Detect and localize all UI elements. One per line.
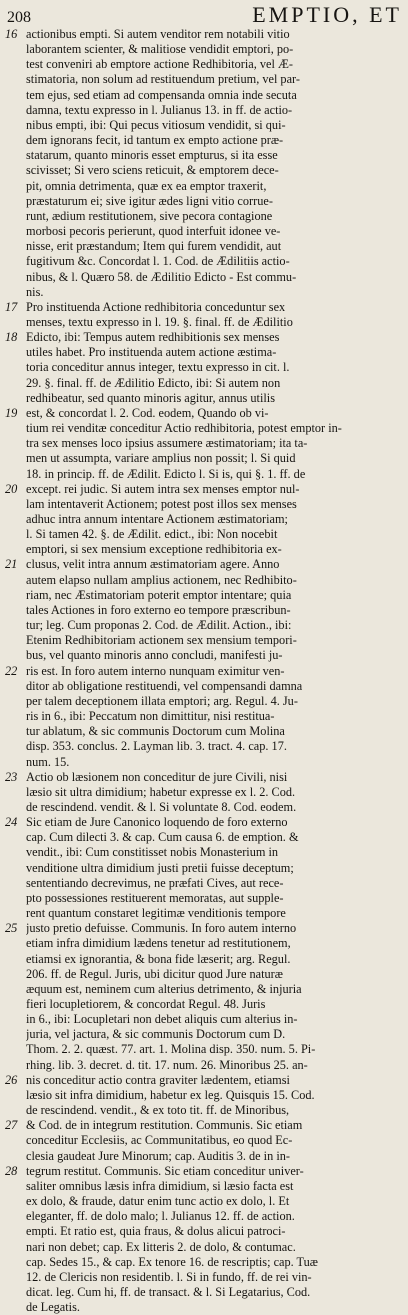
line-text: nisse, erit præstandum; Item qui furem vendidit, aut — [26, 239, 282, 254]
line-text: pto possessiones restituerent memoratas, aut supple- — [26, 890, 284, 905]
line-text: etiamsi ex ignorantia, & bona fide læserit; arg. Regul. — [26, 951, 291, 966]
line-text: clusus, velit intra annum æstimatoriam agere. Anno — [26, 557, 280, 572]
line-text: rent quantum constaret legitimæ venditionis tempore — [26, 906, 286, 921]
text-line: 28 tegrum restitut. Communis. Sic etiam conceditur univer- — [5, 1163, 304, 1178]
line-text: menses, textu expresso in l. 19. §. final. ff. de Ædilitio — [26, 314, 293, 329]
line-text: clesia gaudeat Jure Minorum; cap. Auditis 3. de in in- — [26, 1148, 290, 1163]
line-text: ex dolo, & fraude, datur enim tunc actio ex dolo, l. Et — [26, 1194, 290, 1209]
text-line — [26, 1285, 402, 1300]
text-line — [26, 224, 402, 239]
running-title: EMPTIO, ET — [252, 2, 402, 27]
paragraph — [4, 300, 402, 770]
line-text: adhuc intra annum intentare Actionem æstimatoriam; — [26, 512, 288, 526]
line-text: & Cod. de in integrum restitution. Communis. Sic etiam — [26, 1118, 303, 1133]
text-line — [26, 270, 402, 285]
line-text: justo pretio defuisse. Communis. In foro autem interno — [26, 921, 297, 936]
line-text: eleganter, ff. de dolo malo; l. Julianus 12. ff. de action. — [26, 1209, 295, 1224]
text-line — [26, 57, 402, 72]
text-line — [26, 42, 402, 57]
line-text: Thom. 2. 2. quæst. 77. art. 1. Molina disp. 350. num. 5. Pi- — [26, 1042, 316, 1057]
text-line — [26, 1012, 402, 1027]
text-line — [26, 952, 402, 967]
line-text: ris in 6., ibi: Peccatum non dimittitur, nisi restitua- — [26, 709, 275, 724]
text-line: 18 Edicto, ibi: Tempus autem redhibitionis sex menses — [5, 330, 280, 345]
text-line — [26, 861, 402, 876]
line-text: de Legatis. — [26, 1300, 80, 1315]
line-text: cap. Cum dilecti 3. & cap. Cum causa 6. de emption. & — [26, 830, 299, 845]
text-line: 17 Pro instituenda Actione redhibitoria conceduntur sex — [5, 299, 286, 314]
line-text: fieri locupletiorem, & concordat Regul. 48. Juris — [26, 997, 266, 1011]
line-text: autem elapso nullam amplius actionem, nec Redhibito- — [26, 572, 297, 587]
text-line — [26, 103, 402, 118]
text-line — [26, 1270, 402, 1285]
text-line — [26, 967, 402, 982]
line-text: nibus, & l. Quæro 58. de Ædilitio Edicto - Est commu- — [26, 269, 297, 284]
text-line — [26, 436, 402, 451]
line-text: laborantem scienter, & malitiose vendidit emptori, po- — [26, 42, 294, 57]
text-line — [26, 391, 402, 406]
text-line — [26, 72, 402, 87]
line-text: disp. 353. conclus. 2. Layman lib. 3. tract. 4. cap. 17. — [26, 739, 287, 754]
text-line — [26, 694, 402, 709]
text-line — [26, 1042, 402, 1057]
page-body — [4, 27, 402, 1315]
line-text: runt, ædium restitutionem, sive pecora contagione — [26, 208, 273, 223]
line-text: in 6., ibi: Locupletari non debet aliquis cum alterius in- — [26, 1012, 298, 1027]
line-text: læsio sit infra dimidium, habetur ex leg. Quisquis 15. Cod. — [26, 1087, 315, 1102]
line-text: Etenim Redhibitoriam actionem sex mensium tempori- — [26, 633, 297, 648]
line-text: actionibus empti. Si autem venditor rem notabili vitio — [26, 27, 290, 41]
line-text: except. rei judic. Si autem intra sex menses emptor nul- — [26, 481, 300, 496]
line-text: tium rei venditæ conceditur Actio redhibitoria, potest emptor in- — [26, 421, 342, 436]
text-line — [26, 1224, 402, 1239]
text-line — [26, 876, 402, 891]
line-text: saliter omnibus læsis infra dimidium, si læsio facta est — [26, 1178, 294, 1193]
text-line — [26, 982, 402, 997]
line-text: nibus empti, ibi: Qui pecus vitiosum vendidit, si qui- — [26, 117, 286, 132]
line-text: etiam infra dimidium lædens tenetur ad restitutionem, — [26, 936, 291, 951]
line-text: nis conceditur actio contra graviter lædentem, etiamsi — [26, 1072, 290, 1087]
line-text: utiles habet. Pro instituenda autem actione æstima- — [26, 345, 277, 360]
text-line: 25 justo pretio defuisse. Communis. In foro autem interno — [5, 921, 297, 936]
line-text: empti. Et ratio est, quia fraus, & dolus alicui patroci- — [26, 1224, 286, 1239]
text-line — [26, 633, 402, 648]
text-line: 24 Sic etiam de Jure Canonico loquendo de foro externo — [5, 815, 288, 830]
text-line — [26, 1103, 402, 1118]
text-line — [26, 603, 402, 618]
text-line — [26, 148, 402, 163]
text-line — [26, 345, 402, 360]
text-line — [26, 679, 402, 694]
line-text: 18. in princip. ff. de Ædilit. Edicto l. Si is, qui §. 1. ff. de — [26, 466, 306, 481]
text-line: 22 ris est. In foro autem interno nunquam eximitur ven- — [5, 663, 285, 678]
text-line — [26, 285, 402, 300]
text-line — [26, 739, 402, 754]
line-text: Pro instituenda Actione redhibitoria conceduntur sex — [26, 299, 286, 314]
line-text: rhing. lib. 3. decret. d. tit. 17. num. 26. Minoribus 25. an- — [26, 1057, 308, 1072]
text-line — [26, 118, 402, 133]
line-text: venditione ultra dimidium justi pretii fuisse deceptum; — [26, 860, 294, 875]
text-line — [26, 1133, 402, 1148]
line-text: ditor ab obligatione restituendi, vel compensandi damna — [26, 678, 303, 693]
text-line: 26 nis conceditur actio contra graviter lædentem, etiamsi — [5, 1072, 290, 1087]
line-text: nis. — [26, 284, 44, 299]
line-text: juria, vel jactura, & sic communis Doctorum cum D. — [26, 1027, 286, 1042]
line-text: Edicto, ibi: Tempus autem redhibitionis sex menses — [26, 330, 280, 345]
line-text: de rescindend. vendit. & l. Si voluntate 8. Cod. eodem. — [26, 799, 297, 814]
text-line — [26, 800, 402, 815]
line-text: men ut assumpta, variare amplius non possit; l. Si quid — [26, 451, 296, 466]
line-text: Actio ob læsionem non conceditur de jure Civili, nisi — [26, 769, 288, 784]
line-text: cap. Sedes 15., & cap. Ex tenore 16. de rescriptis; cap. Tuæ — [26, 1254, 318, 1269]
text-line — [26, 88, 402, 103]
paragraph — [4, 770, 402, 1315]
line-text: dem ignorans fecit, id tantum ex empto actione præ- — [26, 133, 284, 148]
text-line — [26, 830, 402, 845]
text-line: 27 & Cod. de in integrum restitution. Communis. Sic etiam — [5, 1118, 303, 1133]
line-text: æquum est, neminem cum alterius detrimento, & injuria — [26, 981, 302, 996]
line-text: tra sex menses loco ipsius assumere æstimatoriam; ita ta- — [26, 436, 308, 451]
text-line — [26, 542, 402, 557]
text-line — [26, 467, 402, 482]
text-line — [26, 1058, 402, 1073]
line-text: num. 15. — [26, 754, 70, 769]
line-text: emptori, si sex mensium exceptione redhibitoria ex- — [26, 542, 282, 557]
text-line — [26, 451, 402, 466]
text-line — [26, 421, 402, 436]
line-text: ris est. In foro autem interno nunquam eximitur ven- — [26, 663, 285, 678]
text-line — [26, 1194, 402, 1209]
line-text: tales Actiones in foro externo eo tempore præscribun- — [26, 602, 291, 617]
line-text: Sic etiam de Jure Canonico loquendo de foro externo — [26, 815, 288, 830]
line-text: fugitivum &c. Concordat l. 1. Cod. de Ædilitiis actio- — [26, 254, 290, 269]
text-line — [26, 785, 402, 800]
line-text: 12. de Clericis non residentib. l. Si in fundo, ff. de rei vin- — [26, 1269, 312, 1284]
text-line — [26, 360, 402, 375]
line-text: 206. ff. de Regul. Juris, ubi dicitur quod Jure naturæ — [26, 966, 283, 981]
line-text: de rescindend. vendit., & ex toto tit. ff. de Minoribus, — [26, 1103, 290, 1118]
text-line — [26, 1209, 402, 1224]
line-text: test conveniri ab emptore actione Redhibitoria, vel Æ- — [26, 57, 294, 72]
line-text: statarum, quanto minoris esset empturus, si ita esse — [26, 148, 278, 163]
text-line — [26, 1300, 402, 1315]
text-line — [26, 497, 402, 512]
text-line — [26, 618, 402, 633]
text-line — [26, 845, 402, 860]
line-text: præstaturum ei; sive igitur ædes ligni vitio corrue- — [26, 193, 273, 208]
text-line — [26, 512, 402, 527]
text-line — [26, 527, 402, 542]
text-line — [26, 891, 402, 906]
line-text: damna, textu expresso in l. Julianus 13. in ff. de actio- — [26, 102, 293, 117]
text-line: 21 clusus, velit intra annum æstimatoriam agere. Anno — [5, 557, 280, 572]
page-header — [4, 2, 402, 26]
text-line — [26, 997, 402, 1012]
line-text: tur; leg. Cum proponas 2. Cod. de Ædilit. Action., ibi: — [26, 618, 292, 633]
text-line — [26, 755, 402, 770]
page-number: 208 — [7, 9, 31, 26]
text-line — [26, 573, 402, 588]
line-text: dicat. leg. Cum hi, ff. de transact. & l. Si Legatarius, Cod. — [26, 1284, 311, 1299]
line-text: redhibeatur, sed quanto minoris agitur, annus utilis — [26, 390, 276, 405]
line-text: tegrum restitut. Communis. Sic etiam conceditur univer- — [26, 1163, 304, 1178]
line-text: est, & concordat l. 2. Cod. eodem, Quando ob vi- — [26, 405, 269, 420]
text-line — [26, 1179, 402, 1194]
text-line — [26, 906, 402, 921]
text-line — [26, 588, 402, 603]
line-text: vendit., ibi: Cum constitisset nobis Monasterium in — [26, 845, 279, 860]
line-text: tur ablatum, & sic communis Doctorum cum Molina — [26, 724, 285, 739]
text-line — [26, 179, 402, 194]
text-line — [26, 724, 402, 739]
line-text: bus, vel quanto minoris anno concludi, manifesti ju- — [26, 648, 283, 663]
text-line — [26, 1088, 402, 1103]
line-text: scivisset; Si vero sciens reticuit, & emptorem dece- — [26, 163, 279, 178]
text-line — [26, 1027, 402, 1042]
line-text: tem ejus, sed etiam ad compensanda omnia inde secuta — [26, 87, 297, 102]
line-text: stimatoria, non solum ad restituendum pretium, vel par- — [26, 72, 300, 87]
text-line: 20 except. rei judic. Si autem intra sex menses emptor nul- — [5, 481, 300, 496]
line-text: læsio sit ultra dimidium; habetur expresse ex l. 2. Cod. — [26, 784, 296, 799]
text-line — [26, 133, 402, 148]
line-text: per talem deceptionem illata emptori; arg. Regul. 4. Ju- — [26, 693, 298, 708]
text-line: 16 actionibus empti. Si autem venditor rem notabili vitio — [5, 27, 290, 41]
line-text: pit, omnia detrimenta, quæ ex ea emptor traxerit, — [26, 178, 267, 193]
line-text: morbosi pecoris perierunt, quod interfuit idonee ve- — [26, 224, 281, 239]
text-line — [26, 1240, 402, 1255]
line-text: toria conceditur annus integer, textu expresso in cit. l. — [26, 360, 290, 375]
text-line — [26, 1149, 402, 1164]
line-text: sententiando decrevimus, ne præfati Cives, aut rece- — [26, 875, 284, 890]
text-line — [26, 936, 402, 951]
line-text: nari non debet; cap. Ex litteris 2. de dolo, & contumac. — [26, 1239, 296, 1254]
text-line — [26, 239, 402, 254]
line-text: 29. §. final. ff. de Ædilitio Edicto, ibi: Si autem non — [26, 375, 281, 390]
text-line — [26, 254, 402, 269]
text-line — [26, 163, 402, 178]
text-line — [26, 648, 402, 663]
line-text: lam intentaverit Actionem; potest post illos sex menses — [26, 496, 297, 511]
text-line — [26, 315, 402, 330]
text-line — [26, 209, 402, 224]
line-text: conceditur Ecclesiis, ac Communitatibus, eo quod Ec- — [26, 1133, 293, 1148]
line-text: l. Si tamen 42. §. de Ædilit. edict., ibi: Non nocebit — [26, 527, 278, 542]
text-line: 19 est, & concordat l. 2. Cod. eodem, Quando ob vi- — [5, 405, 269, 420]
text-line — [26, 709, 402, 724]
paragraph — [4, 27, 402, 300]
text-line — [26, 1255, 402, 1270]
line-text: riam, nec Æstimatoriam poterit emptor intentare; quia — [26, 587, 292, 602]
text-line: 23 Actio ob læsionem non conceditur de jure Civili, nisi — [5, 769, 288, 784]
text-line — [26, 376, 402, 391]
text-line — [26, 194, 402, 209]
